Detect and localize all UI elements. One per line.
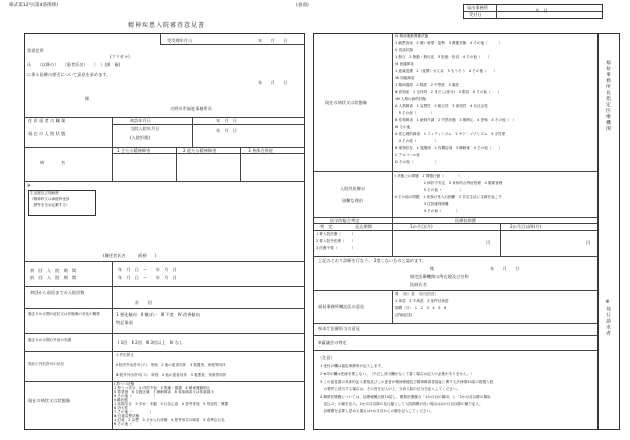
state-cont-line: 1 無言 2 無動・無反応 3 拒絶・拒食 4 その他（ ） bbox=[395, 55, 492, 59]
occupation-label: 住 居 患 者 の 職 業 bbox=[28, 118, 66, 123]
history-note-1: 生活歴及び現病歴 bbox=[30, 191, 59, 195]
cost-yen-1: 円 bbox=[486, 240, 491, 245]
first-visit-label: 初診年月日 bbox=[130, 118, 151, 123]
state-cont-line: Ⅲ 認知症 1 全体的 2 まだら(部分) 3 限局 4 その他（ ） bbox=[395, 90, 502, 94]
receipt-label: 届出事務所 bbox=[467, 5, 488, 10]
first-admission-label: 初 回 入 院 期 間 bbox=[30, 268, 77, 273]
symptom-change-options: 1 悪化傾向 Ⅱ 横ばい Ⅲ 不変 Ⅳ 改善傾向 bbox=[116, 312, 200, 317]
diagnosis-date: 年 月 日 bbox=[490, 266, 520, 271]
notes-heading: （注意） bbox=[318, 355, 335, 360]
state-cont-line: 1 緘黙昏迷 2 硬い表情・姿勢 3 興奮状態 4 その他（ ） bbox=[395, 41, 503, 45]
state-line: 1 高揚気分 2 多弁・多動 3 行為心迫 4 思考奔逸 5 易怒性・興奮 bbox=[114, 402, 229, 406]
admission-period-1: 年 月 日 ～ 年 月 日 bbox=[118, 267, 177, 272]
state-line: Ⅱ 躁状態 bbox=[114, 398, 128, 402]
note-line: の要件に該当する場合は、その旨を記入の上、当該入院の区分を記入してください。 bbox=[320, 387, 461, 391]
request-date: 年 月 日 bbox=[258, 80, 288, 85]
admission-count: 計 回 bbox=[135, 300, 152, 305]
receipt-date-label: 受受理年月日 bbox=[167, 38, 193, 43]
admission-count-label: 初回から前回までの入院回数 bbox=[30, 290, 85, 295]
state-cont-line: 1 意識混濁 2（夜間）せん妄 3 もうろう 4 その他（ ） bbox=[395, 69, 498, 73]
receipt-date: 月 日 bbox=[535, 8, 548, 13]
period-col-3: 2か月目以降(月) bbox=[510, 224, 542, 229]
facility-label: 指定医療機関の所在地及び名称 bbox=[410, 274, 469, 279]
cost-yen-2: 円 bbox=[586, 240, 591, 245]
overnight-options: Ⅰ 1回 Ⅱ 2回 Ⅲ 3回以上 Ⅳ なし bbox=[118, 340, 184, 345]
admission-date-label: 当院入院年月日 bbox=[130, 126, 160, 131]
state-line: 7 その他（ ） bbox=[114, 410, 154, 414]
state-cont-line: A 人格障害 1 妄想性 2 統合性 3 演技性 4 反社会性 bbox=[395, 104, 488, 108]
received-date-label: 受付日 bbox=[469, 12, 482, 17]
state-line: Ⅲ 幻覚妄想状態 bbox=[114, 414, 140, 418]
current-state-label: 現在の病状又は状態像 bbox=[28, 398, 70, 403]
opinion-row-2: 1 承認 2 不承認 3 条件付承認 bbox=[395, 299, 449, 303]
request-statement: に係る医療の要否について意見を求めます。 bbox=[27, 72, 111, 77]
admission-period-2: 年 月 日 ～ 年 月 日 bbox=[118, 275, 177, 280]
council-label: 福祉事務所嘱託医の意見 bbox=[318, 304, 365, 309]
state-cont-line: Ⅴ 昏迷状態 bbox=[395, 48, 413, 52]
state-cont-line: A 性心理的障害 1 フェティシズム 2 サド・マゾヒズム 3 小児愛 bbox=[395, 132, 506, 136]
reason-line: Ⅰ 状態上の問題 1 問題行動（ ） bbox=[395, 174, 462, 178]
opinion-period: 期間（月） 1 2 3 4 5 6 bbox=[395, 306, 447, 310]
reason-line: 3 住居確保困難 bbox=[395, 202, 449, 206]
note-line: 3 この意見書の具体的記入要領及びこの患者が精神保健及び精神障害者福祉に関する法律第33条の措置入院 bbox=[320, 380, 494, 384]
admission-type-label: (入院形態) bbox=[130, 135, 151, 140]
state-line: 1 幻覚 2 妄想 3 させられ体験 4 思考形式の障害 5 奇異な行為 bbox=[114, 418, 225, 422]
judgment-row: 2 要入院外医療（ ） bbox=[316, 239, 356, 243]
note-line: 2 ※印の欄は医師を要しない。（ただし該当欄がなくて書く場合は記入の必要がありません。） bbox=[320, 372, 474, 376]
medical-cost-header: 医療扶助費 bbox=[455, 218, 476, 223]
opinion-row-1: 要 （担）長 （担当医長） bbox=[395, 292, 439, 296]
note-line: 1 受付の欄は福祉事務所が記入します。 bbox=[320, 364, 385, 368]
state-line: 9 その他（ ） bbox=[114, 394, 157, 398]
overnight-record-label: 過去６か月間の外泊の実績 bbox=[28, 338, 72, 342]
special-notes-label: 特記事項 bbox=[116, 320, 133, 325]
disease-name-label: 病 名 bbox=[40, 160, 66, 165]
state-line: 1 抑うつ気分 2 内的不穏 3 焦燥・激越 4 精神運動制止 bbox=[114, 386, 211, 390]
period-col-2: 1か月目(月) bbox=[410, 224, 433, 229]
state-cont-line: C アルコール症 bbox=[395, 153, 420, 157]
medical-judgment-header: 医学的総合判定 bbox=[330, 218, 360, 223]
state-cont-line: B 薬物依存 1 覚醒剤 2 有機溶剤 3 睡眠薬 4 その他（ ） bbox=[395, 146, 503, 150]
reason-line: 5 その他（ ） bbox=[395, 188, 464, 192]
leave-permission-label: 現在の外泊許可の状況 bbox=[28, 362, 64, 366]
furigana-label: (フリガナ) bbox=[110, 54, 130, 59]
judgment-label: 判 定 bbox=[320, 224, 333, 229]
symptom-change-label: 過去６か月間の症状又は状態像の変化の概要 bbox=[28, 312, 100, 316]
receipt-ymd: 年 月 日 bbox=[258, 38, 288, 43]
prev-admission-label: 前 回 入 院 期 間 bbox=[30, 275, 77, 280]
note-line: 4 概算医療費については、診療報酬点数10倍し、概算医療費の「1か月目の費用」と「2か月目以降の費用 bbox=[320, 395, 491, 399]
state-cont-line: B 性格障害 1 統制失調 2 失禁状態 3 無関心 4 恐怖 4 その他（ ） bbox=[395, 118, 517, 122]
note-mark: ※ bbox=[27, 183, 31, 188]
state-label-right: 現在の病状又は状態像 bbox=[325, 100, 367, 105]
form-number: 様式第12号(第4条関係) bbox=[9, 3, 59, 8]
state-cont-line: Ⅵ 意識障害 bbox=[395, 62, 414, 66]
col-secondary-disorder: 2 従たる精神障害 bbox=[183, 148, 217, 153]
state-cont-line: Ⅸ その他 bbox=[395, 125, 411, 129]
opinion-detail: (詳細記述) bbox=[395, 313, 413, 317]
first-visit-date: 年 月 日 bbox=[216, 118, 237, 123]
addressee-sama: 様 bbox=[85, 96, 90, 101]
council-judgment-label: ※審議会の判定 bbox=[318, 340, 347, 345]
note-line: 見込み」の額を記入。2か月目以降の見込額として入院期間が長い場合は2か月目以降の額で記入。 bbox=[320, 402, 483, 406]
period-col-1: 見込期間 bbox=[355, 224, 372, 229]
left-form bbox=[24, 33, 305, 430]
state-cont-line: 1 精神遅滞 2 軽度 2 中等度 3 重度 bbox=[395, 83, 460, 87]
judgment-row: 3 医療不要（ ） bbox=[316, 246, 356, 250]
history-note-3: 歴等を含め記載する） bbox=[30, 203, 70, 207]
diagnosis-statement: 上記のとおり診断を行なう。 2度しないものと認めます。 bbox=[318, 258, 427, 263]
state-cont-line: 4 その他（ ） bbox=[395, 139, 438, 143]
office-name: 吉野川市福祉事務所長 bbox=[170, 106, 212, 111]
difficulty-reason-label: 困難な理由 bbox=[342, 198, 363, 203]
state-cont-line: D その他（ ） bbox=[395, 160, 439, 164]
col-primary-disorder: 1 主たる精神障害 bbox=[117, 148, 151, 153]
state-cont-line: Ⅷ 人格の病的状態 bbox=[395, 97, 427, 101]
inpatient-label: 入院外医療が bbox=[340, 186, 366, 191]
form-title: 精神疾患入院審査意見書 bbox=[128, 22, 206, 29]
prefecture-opinion-label: 県本庁医療担当の意見 bbox=[318, 326, 360, 331]
state-cont-line: 5 その他（ ） bbox=[395, 111, 435, 115]
state-line: 5 罪業感 6 自殺念慮 7 睡眠障害 8 食欲障害又は体重減少 bbox=[114, 390, 214, 394]
informant-signature: (陳述者氏名 続柄 ) bbox=[103, 253, 157, 258]
history-note-2: （精神科又は神経科受診 bbox=[30, 197, 70, 201]
reason-line: 2 病状不安定 3 身体的合併症管理 4 服薬管理 bbox=[395, 181, 503, 185]
admission-date: 年 月 日 bbox=[216, 128, 237, 133]
vertical-label-1: 福祉事務所長指定医療機関 bbox=[605, 60, 610, 132]
patient-name-row: 氏 （以降の） （患者氏名） （ ）(満 歳) bbox=[27, 62, 121, 67]
leave-item-2: Ⅱ 院内外出許可(２) 単独 2 他の患者同伴 3 看護者、家族等同伴 bbox=[116, 363, 226, 367]
doctor-name-label: 医師氏名 bbox=[410, 282, 427, 287]
face-label: (表面) bbox=[296, 3, 309, 8]
state-line: 6 誇大性 bbox=[114, 406, 129, 410]
state-cont-line: Ⅳ 精神運動興奮状態 bbox=[395, 34, 429, 38]
admission-status-label: 現 在 の 入 院 状 態 bbox=[28, 131, 66, 136]
doctor-sama: 様 bbox=[430, 266, 435, 271]
state-line: Ⅰ 抑うつ状態 bbox=[114, 382, 135, 386]
note-line: 診療費を必要と認める場合は1か月目からの額を記入してください。 bbox=[320, 409, 434, 413]
leave-item-1: 1 外出禁止 bbox=[116, 353, 134, 357]
reason-line: 4 その他（ ） bbox=[395, 209, 460, 213]
state-cont-line: Ⅶ 知能障害 bbox=[395, 76, 415, 80]
judgment-row: 1 要入院医療（ ） bbox=[316, 232, 356, 236]
state-line: 6 その他（ ） bbox=[114, 422, 154, 426]
col-physical-complication: 3 身体合併症 bbox=[248, 148, 273, 153]
reason-line: Ⅱ その他の問題 1 家族の受入れ困難 2 自宅生活に支障を起こす bbox=[395, 195, 502, 199]
vertical-label-2: ※発行請求者 bbox=[605, 300, 610, 337]
address-label: 希望住所 bbox=[27, 48, 44, 53]
leave-item-3: Ⅲ 院外外出許可(３) 単独 2 他の患者同伴 3 看護者、家族等同伴 bbox=[116, 373, 227, 377]
